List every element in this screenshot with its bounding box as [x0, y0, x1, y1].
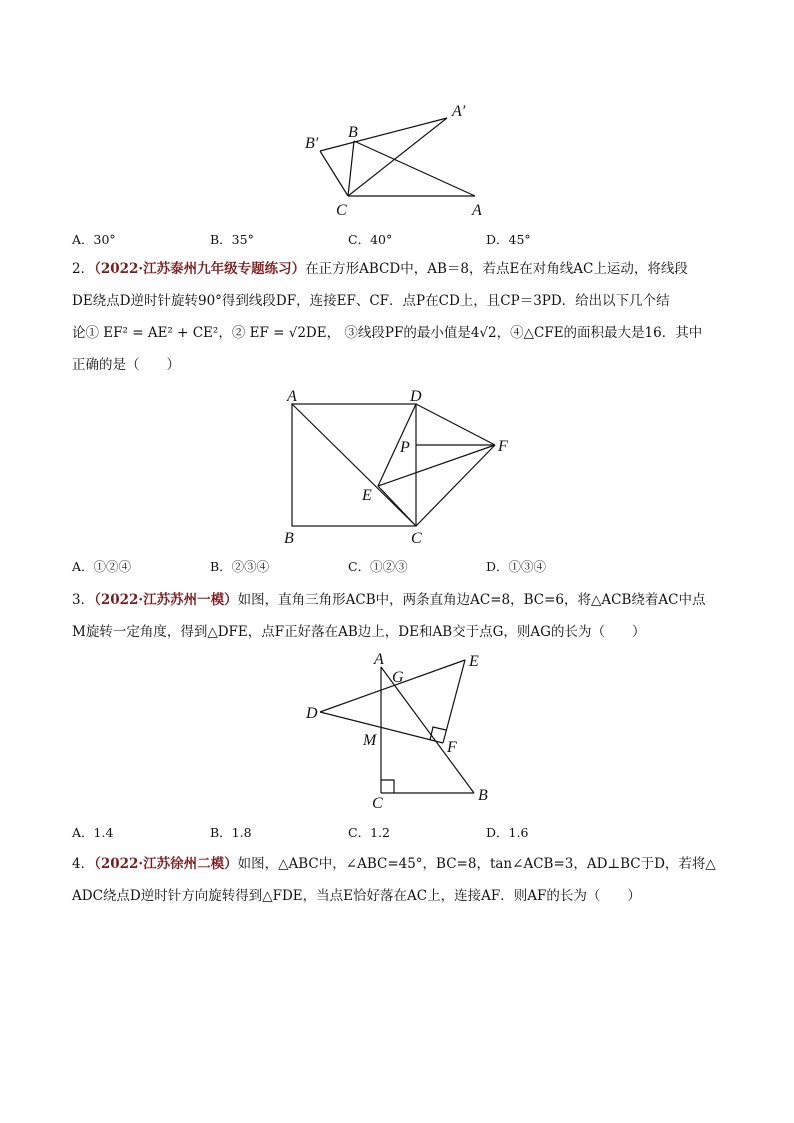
q2-choices	[72, 557, 752, 577]
label-a: A	[472, 202, 482, 219]
label-g: G	[392, 669, 404, 686]
label-b: B	[284, 530, 294, 547]
label-d: D	[410, 388, 422, 405]
q2-choice-a: A．①②④	[72, 559, 132, 574]
label-b: B	[478, 787, 488, 804]
label-a-prime: A′	[452, 103, 466, 120]
q2-number: 2．	[72, 261, 95, 277]
q4-source: （2022·江苏徐州二模）	[94, 856, 238, 872]
q1-choices	[72, 230, 752, 250]
q3-choice-c: C．1.2	[348, 825, 390, 840]
label-c: C	[336, 202, 347, 219]
figure-q3	[300, 648, 500, 813]
q2-choice-b: B．②③④	[210, 559, 270, 574]
label-e: E	[362, 487, 372, 504]
q3-line-1	[72, 590, 705, 610]
q2-line-1	[72, 259, 688, 279]
label-a: A	[287, 388, 297, 405]
q2-line-4: 正确的是（ ）	[72, 357, 180, 373]
q4-text-1: 如图，△ABC中，∠ABC=45°，BC=8，tan∠ACB=3，AD⊥BC于D，若将△	[237, 856, 716, 872]
q3-line-2: M旋转一定角度，得到△DFE，点F正好落在AB边上，DE和AB交于点G，则AG的长为（ ）	[72, 624, 646, 640]
q4-line-1	[72, 854, 716, 874]
q3-source: （2022·江苏苏州一模）	[94, 592, 238, 608]
q4-number: 4．	[72, 856, 95, 872]
label-a: A	[374, 651, 384, 668]
q1-choice-c: C．40°	[348, 232, 393, 247]
q1-choice-a: A．30°	[72, 232, 116, 247]
label-b: B	[348, 124, 358, 141]
label-c: C	[411, 530, 422, 547]
label-e: E	[469, 653, 479, 670]
label-f: F	[447, 739, 457, 756]
q1-choice-b: B．35°	[210, 232, 254, 247]
q2-source: （2022·江苏泰州九年级专题练习）	[94, 261, 306, 277]
figure-q2	[275, 380, 525, 550]
label-d: D	[306, 705, 318, 722]
q2-choice-c: C．①②③	[348, 559, 408, 574]
q3-choices	[72, 823, 752, 843]
label-b-prime: B′	[305, 135, 319, 152]
q3-choice-a: A．1.4	[72, 825, 114, 840]
label-f: F	[498, 438, 508, 455]
q2-text-1: 在正方形ABCD中，AB＝8，若点E在对角线AC上运动，将线段	[305, 261, 688, 277]
label-c: C	[372, 795, 383, 812]
q4-line-2: ADC绕点D逆时针方向旋转得到△FDE，当点E恰好落在AC上，连接AF．则AF的长为（ ）	[72, 888, 641, 904]
q2-choice-d: D．①③④	[486, 559, 547, 574]
q3-choice-d: D．1.6	[486, 825, 529, 840]
q3-text-1: 如图，直角三角形ACB中，两条直角边AC=8，BC=6，将△ACB绕着AC中点	[237, 592, 706, 608]
q3-choice-b: B．1.8	[210, 825, 252, 840]
q2-line-3: 论① EF² = AE² + CE²，② EF = √2DE， ③线段PF的最小值是4√2，④△CFE的面积最大是16．其中	[72, 325, 703, 341]
q3-number: 3．	[72, 592, 95, 608]
q1-choice-d: D．45°	[486, 232, 531, 247]
label-m: M	[363, 732, 377, 749]
q2-line-2: DE绕点D逆时针旋转90°得到线段DF，连接EF、CF．点P在CD上，且CP＝3PD．给出以下几个结	[72, 293, 670, 309]
figure-q1	[300, 100, 500, 220]
label-p: P	[400, 439, 410, 456]
